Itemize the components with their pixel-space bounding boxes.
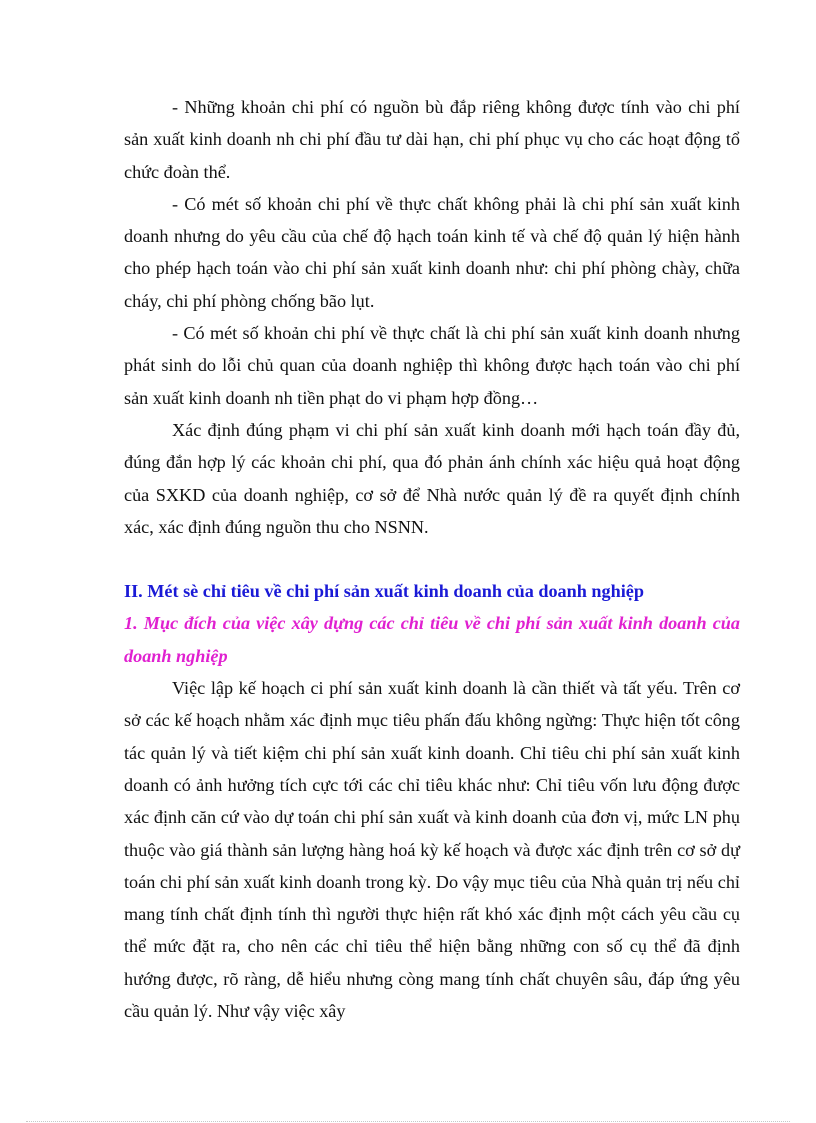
document-page (124, 91, 740, 1027)
paragraph-planning-purpose: Việc lập kế hoạch ci phí sản xuất kinh doanh là cần thiết và tất yếu. Trên cơ sở các kế hoạch nhằm xác định mục tiêu phấn đấu không ngừng: Thực hiện tốt công tác quản lý và tiết kiệm chi phí sản xuất kinh doanh. Chỉ tiêu chi phí sản xuất kinh doanh có ảnh hưởng tích cực tới các chỉ tiêu khác như: Chỉ tiêu vốn lưu động được xác định căn cứ vào dự toán chi phí sản xuất và kinh doanh của đơn vị, mức LN phụ thuộc vào giá thành sản lượng hàng hoá kỳ kế hoạch và được xác định trên cơ sở dự toán chi phí sản xuất kinh doanh trong kỳ. Do vậy mục tiêu của Nhà quản trị nếu chỉ mang tính chất định tính thì người thực hiện rất khó xác định một cách yêu cầu cụ thể mức đặt ra, cho nên các chỉ tiêu thể hiện bằng những con số cụ thể đã định hướng được, rõ ràng, dễ hiểu nhưng còng mang tính chất chuyên sâu, đáp ứng yêu cầu quản lý. Như vậy việc xây (124, 678, 740, 1022)
paragraph-allowed-costs: - Có mét số khoản chi phí về thực chất không phải là chi phí sản xuất kinh doanh nhưng do yêu cầu của chế độ hạch toán kinh tế và chế độ quản lý hiện hành cho phép hạch toán vào chi phí sản xuất kinh doanh như: chi phí phòng chày, chữa cháy, chi phí phòng chống bão lụt. (124, 193, 740, 311)
paragraph-non-accounted-costs: - Có mét số khoản chi phí về thực chất là chi phí sản xuất kinh doanh nhưng phát sinh do lỗi chủ quan của doanh nghiệp thì không được hạch toán vào chi phí sản xuất kinh doanh nh tiền phạt do vi phạm hợp đồng… (124, 323, 740, 408)
page-bottom-divider (26, 1121, 790, 1122)
subsection-heading: 1. Mục đích của việc xây dựng các chỉ tiêu về chi phí sản xuất kinh doanh của doanh nghiệp (124, 613, 740, 666)
paragraph-excluded-costs: - Những khoản chi phí có nguồn bù đắp riêng không được tính vào chi phí sản xuất kinh doanh nh chi phí đầu tư dài hạn, chi phí phục vụ cho các hoạt động tổ chức đoàn thể. (124, 97, 740, 182)
section-spacer (124, 543, 740, 575)
section-heading: II. Mét sè chỉ tiêu về chi phí sản xuất kinh doanh của doanh nghiệp (124, 581, 644, 602)
paragraph-scope-summary: Xác định đúng phạm vi chi phí sản xuất kinh doanh mới hạch toán đầy đủ, đúng đắn hợp lý các khoản chi phí, qua đó phản ánh chính xác hiệu quả hoạt động của SXKD của doanh nghiệp, cơ sở để Nhà nước quản lý đề ra quyết định chính xác, xác định đúng nguồn thu cho NSNN. (124, 419, 740, 537)
